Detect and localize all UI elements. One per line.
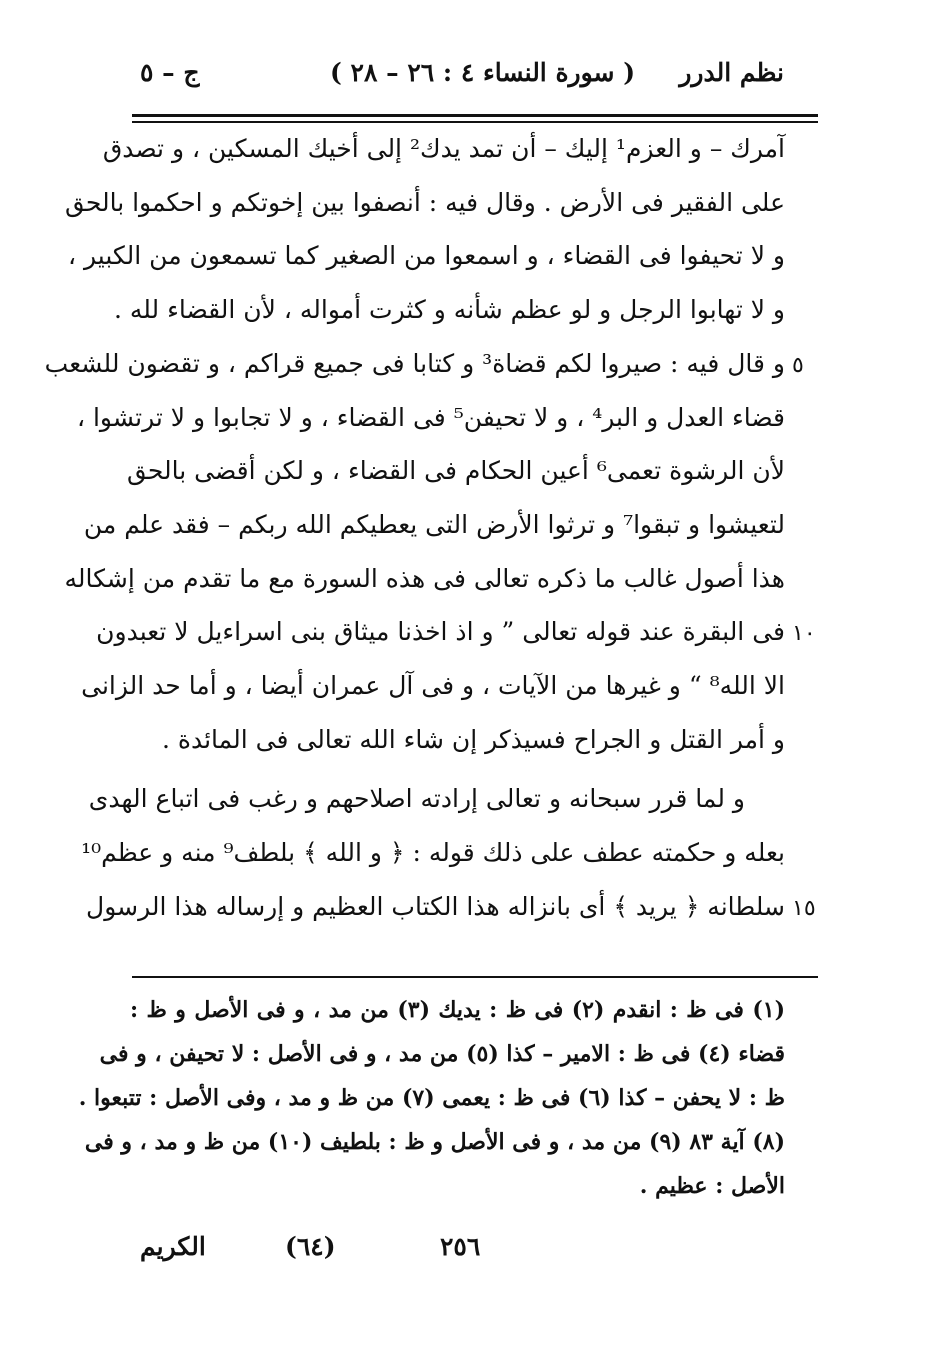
text-line: و أمر القتل و الجراح فسيذكر إن شاء الله تعالى فى المائدة . [161,724,785,754]
footnote-separator [132,976,818,978]
running-title: نظم الدرر [679,58,784,87]
text-line: سلطانه ﴿ يريد ﴾ أى بانزاله هذا الكتاب العظيم و إرساله هذا الرسول [86,891,785,921]
footnote-line: (١) فى ظ : انقدم (٢) فى ظ : يديك (٣) من مد ، و فى الأصل و ظ : [130,997,785,1023]
surah-reference: ( سورة النساء ٤ : ٢٦ – ٢٨ ) [330,58,636,87]
text-line: قضاء العدل و البر⁴ ، و لا تحيفن⁵ فى القضاء ، و لا تجابوا و لا ترتشوا ، [76,402,785,432]
text-line: بعله و حكمته عطف على ذلك قوله : ﴿ و الله ﴾ بلطف⁹ منه و عظم¹⁰ [81,838,785,868]
line-number: ١٠ [792,621,816,647]
header-rule-thick [132,114,818,117]
text-line: الا الله⁸ “ و غيرها من الآيات ، و فى آل عمران أيضا ، و أما حد الزانى [81,671,785,700]
text-line: و لما قرر سبحانه و تعالى إرادته اصلاحهم و رغب فى اتباع الهدى [88,784,745,814]
text-line: على الفقير فى الأرض . وقال فيه : أنصفوا بين إخوتكم و احكموا بالحق [64,187,785,217]
text-line: لتعيشوا و تبقوا⁷ و ترثوا الأرض التى يعطيكم الله ربكم – فقد علم من [83,509,785,539]
footnote-line: (٨) آية ٨٣ (٩) من مد ، و فى الأصل و ظ : بلطيف (١٠) من ظ و مد ، و فى [84,1129,785,1155]
footnote-line: قضاء (٤) فى ظ : الامير – كذا (٥) من مد ، و فى الأصل : لا تحيفن ، و فى [99,1041,785,1067]
text-line: آمرك – و العزم¹ إليك – أن تمد يدك² إلى أخيك المسكين ، و تصدق [102,134,785,163]
text-line: لأن الرشوة تعمى⁶ أعين الحكام فى القضاء ، و لكن أقضى بالحق [127,456,785,486]
signature-number: (٦٤) [285,1232,336,1261]
footnote-line: ظ : لا يحفن – كذا (٦) فى ظ : يعمى (٧) من ظ و مد ، وفى الأصل : تتبعوا . [78,1085,785,1111]
catchword: الكريم [140,1232,206,1261]
text-line: و لا تحيفوا فى القضاء ، و اسمعوا من الصغير كما تسمعون من الكبير ، [67,241,785,271]
header-rule-thin [132,121,818,123]
volume-label: ج – ٥ [140,58,200,87]
text-line: و قال فيه : صيروا لكم قضاة³ و كتابا فى جميع قراكم ، و تقضون للشعب [44,348,785,378]
page-number: ٢٥٦ [440,1232,481,1261]
line-number: ٥ [792,352,804,378]
text-line: و لا تهابوا الرجل و لو عظم شأنه و كثرت أمواله ، لأن القضاء لله . [113,295,785,325]
text-line: فى البقرة عند قوله تعالى ” و اذ اخذنا ميثاق بنى اسراءيل لا تعبدون [96,617,785,647]
footnote-line: الأصل : عظيم . [639,1173,785,1199]
line-number: ١٥ [792,895,816,921]
text-line: هذا أصول غالب ما ذكره تعالى فى هذه السورة مع ما تقدم من إشكاله [64,563,785,593]
